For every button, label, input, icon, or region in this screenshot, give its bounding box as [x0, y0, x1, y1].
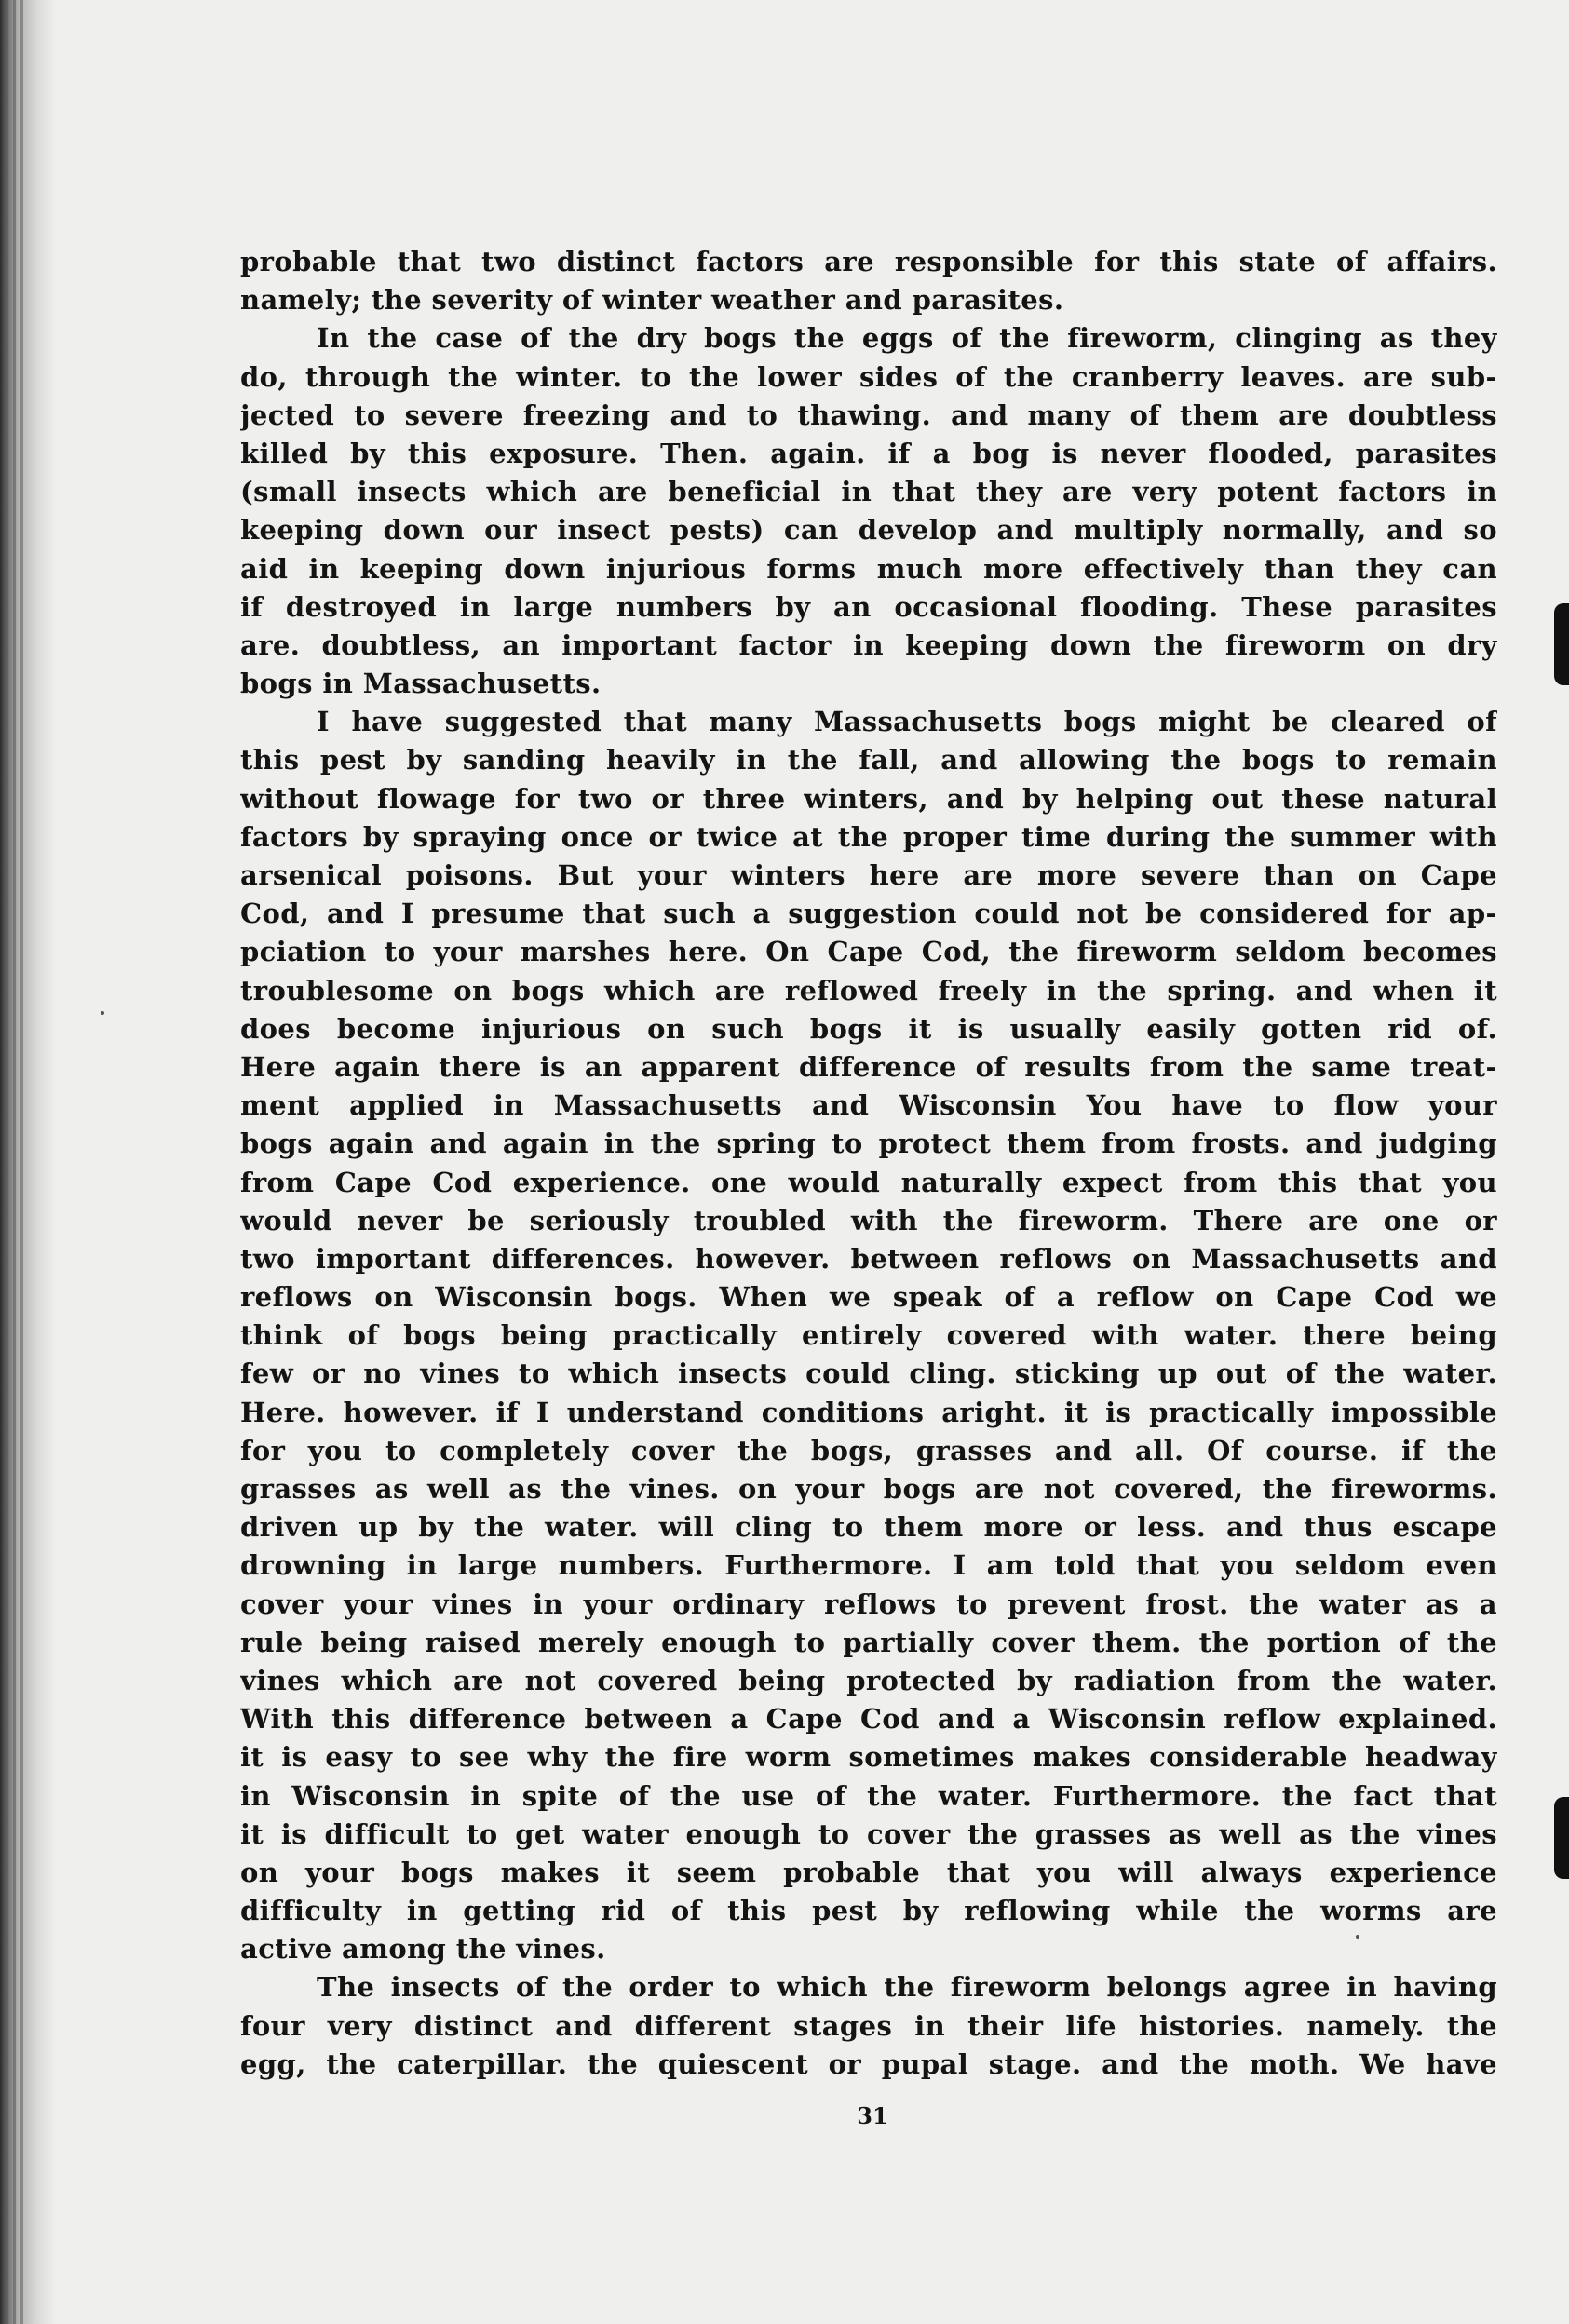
- text-line: probable that two distinct factors are responsible for this state of affairs.: [240, 246, 1497, 277]
- text-line: few or no vines to which insects could cling. sticking up out of the water.: [240, 1358, 1497, 1390]
- text-line: keeping down our insect pests) can develop and multiply normally, and so: [240, 514, 1497, 547]
- text-line: think of bogs being practically entirely covered with water. there being: [240, 1319, 1497, 1352]
- text-line: vines which are not covered being protected by radiation from the water.: [240, 1664, 1497, 1696]
- text-line: difficulty in getting rid of this pest by reflowing while the worms are: [240, 1895, 1497, 1927]
- text-line: Cod, and I presume that such a suggestion could not be considered for ap-: [240, 898, 1497, 930]
- text-line: With this difference between a Cape Cod and a Wisconsin reflow explained.: [240, 1703, 1497, 1736]
- text-line: would never be seriously troubled with the fireworm. There are one or: [240, 1204, 1497, 1236]
- text-line: arsenical poisons. But your winters here are more severe than on Cape: [240, 859, 1497, 891]
- text-line: this pest by sanding heavily in the fall, and allowing the bogs to remain: [240, 744, 1497, 777]
- text-line: it is difficult to get water enough to cover the grasses as well as the vines: [240, 1817, 1497, 1850]
- text-line: active among the vines.: [240, 1933, 606, 1966]
- text-line: pciation to your marshes here. On Cape Cod, the fireworm seldom becomes: [240, 936, 1497, 968]
- text-line: Here. however. if I understand conditions aright. it is practically impossible: [240, 1396, 1497, 1428]
- scan-edge-mark: [1554, 603, 1569, 685]
- text-line: rule being raised merely enough to partially cover them. the portion of the: [240, 1626, 1497, 1658]
- text-line: factors by spraying once or twice at the proper time during the summer with: [240, 820, 1497, 853]
- page-body-text: [240, 243, 1497, 2084]
- scan-edge-mark: [1554, 1797, 1569, 1879]
- text-line: from Cape Cod experience. one would naturally expect from this that you: [240, 1166, 1497, 1198]
- text-line: I have suggested that many Massachusetts bogs might be cleared of: [317, 706, 1497, 738]
- text-line: are. doubtless, an important factor in keeping down the fireworm on dry: [240, 628, 1497, 661]
- text-line: In the case of the dry bogs the eggs of the fireworm, clinging as they: [317, 322, 1497, 355]
- binding-line: [6, 0, 8, 2324]
- scan-speck: [101, 1011, 104, 1015]
- text-line: The insects of the order to which the fireworm belongs agree in having: [317, 1971, 1497, 2004]
- text-line: for you to completely cover the bogs, grasses and all. Of course. if the: [240, 1434, 1497, 1466]
- text-line: four very distinct and different stages in their life histories. namely. the: [240, 2009, 1497, 2042]
- text-line: (small insects which are beneficial in that they are very potent factors in: [240, 476, 1497, 508]
- page-binding-shadow: [0, 0, 56, 2324]
- text-line: jected to severe freezing and to thawing. and many of them are doubtless: [240, 399, 1497, 431]
- text-line: in Wisconsin in spite of the use of the water. Furthermore. the fact that: [240, 1779, 1497, 1812]
- text-line: killed by this exposure. Then. again. if a bog is never flooded, parasites: [240, 437, 1497, 469]
- text-line: if destroyed in large numbers by an occasional flooding. These parasites: [240, 590, 1497, 623]
- text-line: bogs in Massachusetts.: [240, 668, 602, 700]
- text-line: troublesome on bogs which are reflowed freely in the spring. and when it: [240, 974, 1497, 1007]
- text-line: reflows on Wisconsin bogs. When we speak of a reflow on Cape Cod we: [240, 1281, 1497, 1314]
- text-line: egg, the caterpillar. the quiescent or pupal stage. and the moth. We have: [240, 2047, 1497, 2080]
- text-line: drowning in large numbers. Furthermore. I am told that you seldom even: [240, 1549, 1497, 1582]
- text-line: does become injurious on such bogs it is usually easily gotten rid of.: [240, 1012, 1497, 1045]
- text-line: on your bogs makes it seem probable that you will always experience: [240, 1856, 1497, 1888]
- text-line: driven up by the water. will cling to them more or less. and thus escape: [240, 1511, 1497, 1544]
- text-line: bogs again and again in the spring to protect them from frosts. and judging: [240, 1128, 1497, 1160]
- binding-line: [20, 0, 23, 2324]
- page-number: 31: [857, 2102, 888, 2129]
- text-line: aid in keeping down injurious forms much more effectively than they can: [240, 552, 1497, 585]
- text-line: Here again there is an apparent difference of results from the same treat-: [240, 1050, 1497, 1083]
- text-line: do, through the winter. to the lower sides of the cranberry leaves. are sub-: [240, 360, 1497, 393]
- text-line: cover your vines in your ordinary reflows to prevent frost. the water as a: [240, 1588, 1497, 1620]
- text-line: grasses as well as the vines. on your bogs are not covered, the fireworms.: [240, 1473, 1497, 1505]
- text-line: namely; the severity of winter weather and parasites.: [240, 284, 1064, 317]
- text-line: without flowage for two or three winters, and by helping out these natural: [240, 782, 1497, 815]
- text-line: ment applied in Massachusetts and Wisconsin You have to flow your: [240, 1089, 1497, 1122]
- text-line: it is easy to see why the fire worm sometimes makes considerable headway: [240, 1741, 1497, 1774]
- text-line: two important differences. however. between reflows on Massachusetts and: [240, 1242, 1497, 1275]
- binding-line: [13, 0, 16, 2324]
